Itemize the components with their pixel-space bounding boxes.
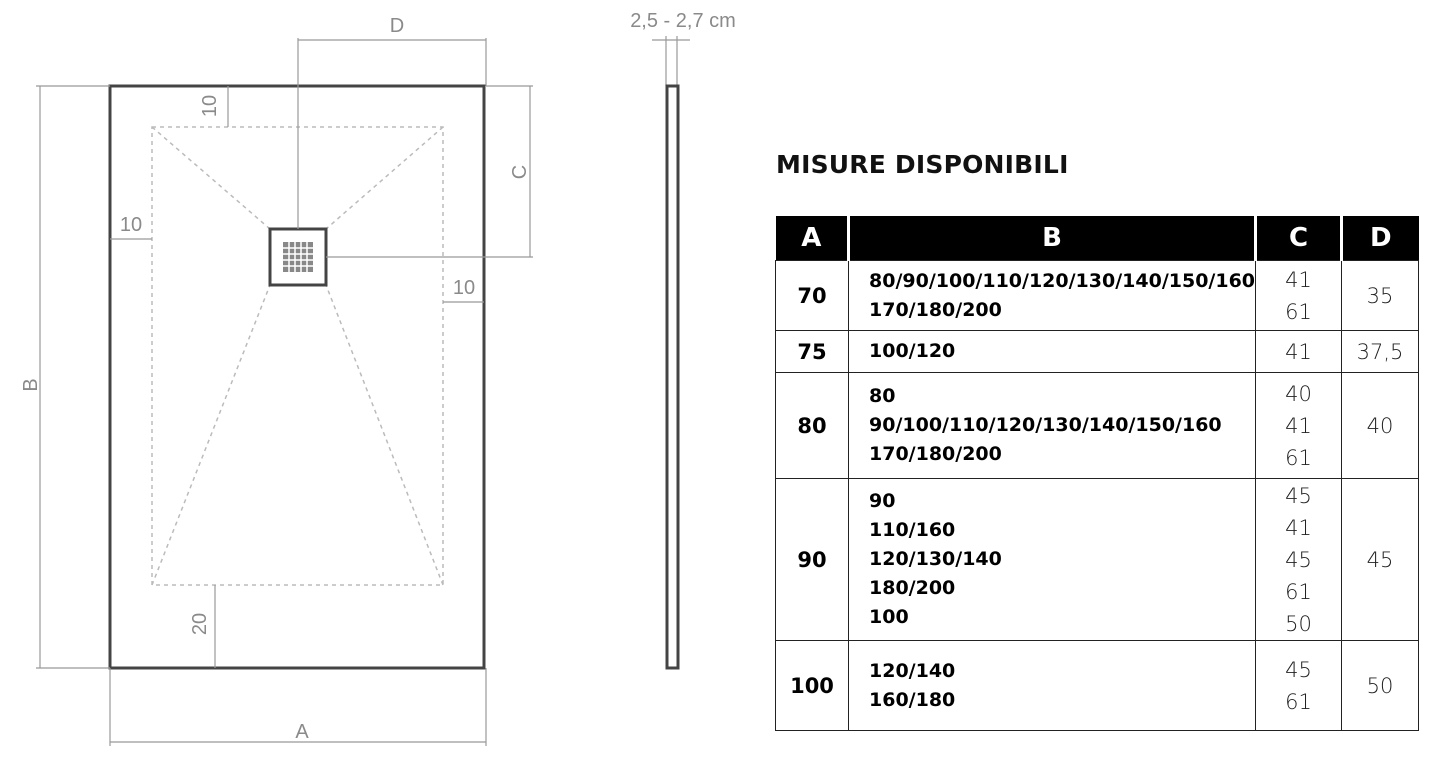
cell-b <box>849 641 1256 731</box>
cell-c-line: 50 <box>1285 611 1312 636</box>
cell-c <box>1256 373 1342 479</box>
cell-b-line: 170/180/200 <box>869 443 1002 465</box>
cell-c-line: 41 <box>1285 339 1312 364</box>
header-b: B <box>849 216 1256 261</box>
cell-b-line: 170/180/200 <box>869 298 1002 321</box>
header-d: D <box>1342 216 1419 261</box>
cell-d: 50 <box>1342 641 1419 731</box>
cell-b <box>849 479 1256 641</box>
label-top-margin: 10 <box>199 94 221 118</box>
table-header-row <box>776 216 1419 261</box>
cell-b <box>849 373 1256 479</box>
cell-b-line: 100/120 <box>869 340 956 362</box>
table-row <box>776 331 1419 373</box>
cell-d: 35 <box>1342 261 1419 331</box>
label-thickness: 2,5 - 2,7 cm <box>630 10 736 32</box>
cell-b-line: 120/140 <box>869 659 956 682</box>
cell-c <box>1256 479 1342 641</box>
cell-a: 70 <box>776 261 849 331</box>
cell-c <box>1256 641 1342 731</box>
cell-c-line: 61 <box>1285 689 1312 714</box>
cell-b-line: 120/130/140 <box>869 548 1002 570</box>
cell-c-line: 41 <box>1285 515 1312 540</box>
cell-c-line: 40 <box>1285 381 1312 406</box>
drain-icon <box>270 229 326 285</box>
sizes-table <box>775 216 1419 731</box>
cell-c-line: 61 <box>1285 579 1312 604</box>
table-row <box>776 261 1419 331</box>
cell-a: 80 <box>776 373 849 479</box>
label-b: B <box>20 378 42 392</box>
header-c: C <box>1256 216 1342 261</box>
header-a: A <box>776 216 849 261</box>
table-row <box>776 479 1419 641</box>
cell-c-line: 41 <box>1285 413 1312 438</box>
cell-b-line: 160/180 <box>869 688 956 711</box>
cell-c-line: 61 <box>1285 445 1312 470</box>
label-c: C <box>509 164 531 180</box>
cell-c <box>1256 261 1342 331</box>
cell-c-line: 45 <box>1285 483 1312 508</box>
cell-d: 40 <box>1342 373 1419 479</box>
cell-c-line: 45 <box>1285 547 1312 572</box>
cell-b-line: 100 <box>869 606 909 628</box>
cell-b-line: 110/160 <box>869 519 956 541</box>
cell-c-line: 41 <box>1285 267 1312 292</box>
label-bottom-margin: 20 <box>189 612 211 636</box>
cell-b-line: 90 <box>869 490 896 512</box>
label-right-margin: 10 <box>452 277 476 299</box>
cell-b-line: 80 <box>869 385 896 407</box>
cell-a: 100 <box>776 641 849 731</box>
cell-b-line: 90/100/110/120/130/140/150/160 <box>869 414 1222 436</box>
table-row <box>776 373 1419 479</box>
cell-d: 45 <box>1342 479 1419 641</box>
cell-b-line: 80/90/100/110/120/130/140/150/160 <box>869 269 1256 292</box>
cell-b-line: 180/200 <box>869 577 956 599</box>
sizes-title: MISURE DISPONIBILI <box>776 150 1069 179</box>
tray-side-profile <box>667 86 678 668</box>
cell-a: 75 <box>776 331 849 373</box>
cell-c-line: 45 <box>1285 657 1312 682</box>
cell-a: 90 <box>776 479 849 641</box>
cell-c-line: 61 <box>1285 299 1312 324</box>
tray-outline <box>110 86 484 668</box>
cell-c <box>1256 331 1342 373</box>
label-left-margin: 10 <box>119 214 143 236</box>
label-a: A <box>295 721 309 743</box>
cell-d: 37,5 <box>1342 331 1419 373</box>
table-row <box>776 641 1419 731</box>
label-d: D <box>389 15 405 37</box>
cell-b <box>849 331 1256 373</box>
cell-b <box>849 261 1256 331</box>
